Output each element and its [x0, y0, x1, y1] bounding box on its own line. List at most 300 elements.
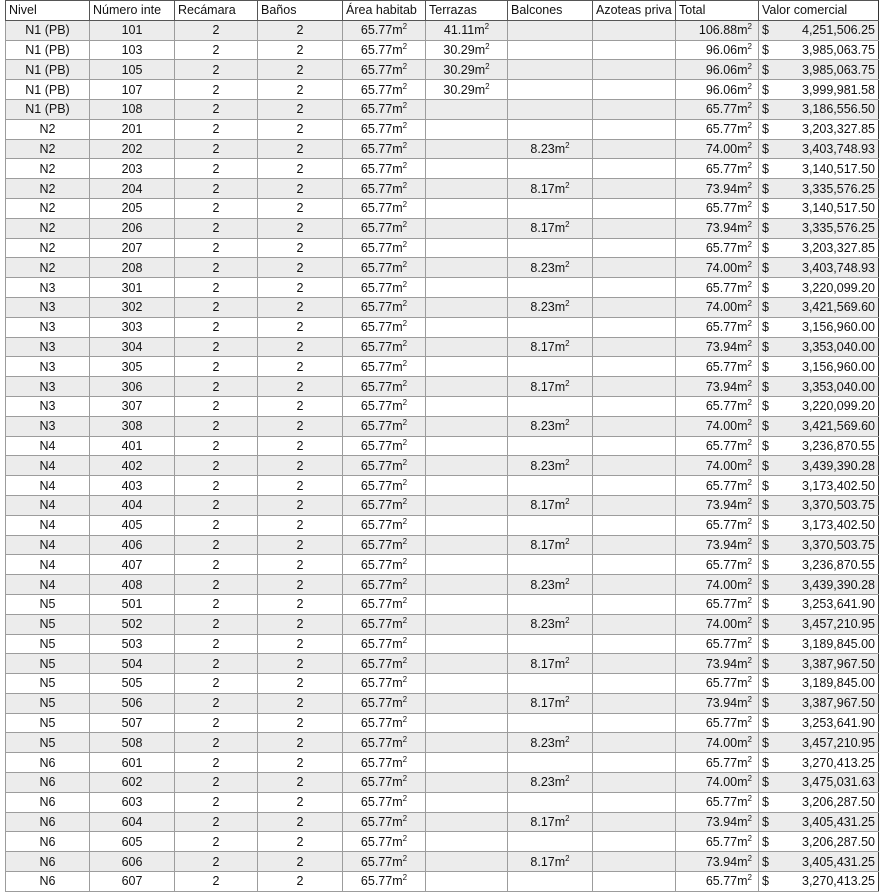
cell-area-habitable[interactable] — [343, 456, 426, 476]
cell-area-habitable[interactable] — [343, 337, 426, 357]
cell-recamara[interactable]: 2 — [175, 594, 258, 614]
cell-terrazas[interactable] — [426, 594, 508, 614]
cell-terrazas[interactable] — [426, 555, 508, 575]
cell-banos[interactable]: 2 — [258, 416, 343, 436]
cell-nivel[interactable]: N4 — [6, 495, 90, 515]
cell-valor-comercial[interactable] — [759, 60, 879, 80]
cell-terrazas[interactable] — [426, 258, 508, 278]
cell-area-habitable[interactable] — [343, 773, 426, 793]
cell-terrazas[interactable] — [426, 20, 508, 40]
cell-azoteas-privadas[interactable] — [593, 733, 676, 753]
cell-balcones[interactable] — [508, 238, 593, 258]
cell-azoteas-privadas[interactable] — [593, 238, 676, 258]
cell-total[interactable] — [676, 396, 759, 416]
cell-terrazas[interactable] — [426, 218, 508, 238]
cell-banos[interactable]: 2 — [258, 515, 343, 535]
cell-recamara[interactable]: 2 — [175, 396, 258, 416]
cell-banos[interactable]: 2 — [258, 614, 343, 634]
cell-balcones[interactable] — [508, 139, 593, 159]
cell-area-habitable[interactable] — [343, 476, 426, 496]
cell-area-habitable[interactable] — [343, 555, 426, 575]
cell-area-habitable[interactable] — [343, 40, 426, 60]
cell-area-habitable[interactable] — [343, 99, 426, 119]
cell-azoteas-privadas[interactable] — [593, 634, 676, 654]
cell-numero-interior[interactable]: 503 — [90, 634, 175, 654]
cell-banos[interactable]: 2 — [258, 634, 343, 654]
cell-terrazas[interactable] — [426, 99, 508, 119]
cell-area-habitable[interactable] — [343, 198, 426, 218]
cell-numero-interior[interactable]: 602 — [90, 773, 175, 793]
cell-valor-comercial[interactable] — [759, 515, 879, 535]
cell-numero-interior[interactable]: 507 — [90, 713, 175, 733]
cell-valor-comercial[interactable] — [759, 198, 879, 218]
cell-balcones[interactable] — [508, 99, 593, 119]
cell-banos[interactable]: 2 — [258, 139, 343, 159]
cell-numero-interior[interactable]: 306 — [90, 377, 175, 397]
cell-balcones[interactable] — [508, 119, 593, 139]
cell-valor-comercial[interactable] — [759, 792, 879, 812]
cell-terrazas[interactable] — [426, 119, 508, 139]
cell-nivel[interactable]: N5 — [6, 654, 90, 674]
cell-terrazas[interactable] — [426, 396, 508, 416]
cell-area-habitable[interactable] — [343, 832, 426, 852]
cell-balcones[interactable] — [508, 476, 593, 496]
cell-valor-comercial[interactable] — [759, 396, 879, 416]
cell-nivel[interactable]: N5 — [6, 614, 90, 634]
cell-balcones[interactable] — [508, 436, 593, 456]
cell-azoteas-privadas[interactable] — [593, 555, 676, 575]
cell-area-habitable[interactable] — [343, 535, 426, 555]
cell-recamara[interactable]: 2 — [175, 377, 258, 397]
cell-banos[interactable]: 2 — [258, 792, 343, 812]
cell-valor-comercial[interactable] — [759, 278, 879, 298]
header-total[interactable]: Total — [676, 1, 759, 21]
cell-recamara[interactable]: 2 — [175, 495, 258, 515]
cell-area-habitable[interactable] — [343, 159, 426, 179]
cell-total[interactable] — [676, 337, 759, 357]
cell-terrazas[interactable] — [426, 674, 508, 694]
cell-banos[interactable]: 2 — [258, 198, 343, 218]
cell-terrazas[interactable] — [426, 357, 508, 377]
cell-recamara[interactable]: 2 — [175, 674, 258, 694]
cell-area-habitable[interactable] — [343, 377, 426, 397]
cell-total[interactable] — [676, 515, 759, 535]
cell-banos[interactable]: 2 — [258, 852, 343, 872]
cell-terrazas[interactable] — [426, 159, 508, 179]
cell-total[interactable] — [676, 20, 759, 40]
cell-total[interactable] — [676, 99, 759, 119]
cell-terrazas[interactable] — [426, 40, 508, 60]
cell-total[interactable] — [676, 119, 759, 139]
cell-azoteas-privadas[interactable] — [593, 476, 676, 496]
cell-azoteas-privadas[interactable] — [593, 456, 676, 476]
cell-banos[interactable]: 2 — [258, 535, 343, 555]
cell-numero-interior[interactable]: 402 — [90, 456, 175, 476]
cell-balcones[interactable] — [508, 654, 593, 674]
cell-balcones[interactable] — [508, 416, 593, 436]
cell-balcones[interactable] — [508, 753, 593, 773]
cell-valor-comercial[interactable] — [759, 812, 879, 832]
cell-valor-comercial[interactable] — [759, 179, 879, 199]
cell-banos[interactable]: 2 — [258, 258, 343, 278]
cell-total[interactable] — [676, 258, 759, 278]
cell-terrazas[interactable] — [426, 337, 508, 357]
cell-balcones[interactable] — [508, 792, 593, 812]
cell-valor-comercial[interactable] — [759, 416, 879, 436]
cell-azoteas-privadas[interactable] — [593, 693, 676, 713]
cell-balcones[interactable] — [508, 20, 593, 40]
cell-recamara[interactable]: 2 — [175, 713, 258, 733]
cell-area-habitable[interactable] — [343, 436, 426, 456]
cell-total[interactable] — [676, 159, 759, 179]
cell-terrazas[interactable] — [426, 515, 508, 535]
cell-nivel[interactable]: N5 — [6, 634, 90, 654]
cell-numero-interior[interactable]: 304 — [90, 337, 175, 357]
cell-recamara[interactable]: 2 — [175, 535, 258, 555]
cell-recamara[interactable]: 2 — [175, 297, 258, 317]
cell-azoteas-privadas[interactable] — [593, 60, 676, 80]
cell-valor-comercial[interactable] — [759, 297, 879, 317]
cell-valor-comercial[interactable] — [759, 337, 879, 357]
cell-nivel[interactable]: N6 — [6, 832, 90, 852]
cell-area-habitable[interactable] — [343, 396, 426, 416]
cell-azoteas-privadas[interactable] — [593, 812, 676, 832]
header-azoteas-privadas[interactable]: Azoteas priva — [593, 1, 676, 21]
cell-balcones[interactable] — [508, 80, 593, 100]
cell-terrazas[interactable] — [426, 773, 508, 793]
cell-recamara[interactable]: 2 — [175, 238, 258, 258]
cell-terrazas[interactable] — [426, 495, 508, 515]
cell-banos[interactable]: 2 — [258, 297, 343, 317]
cell-recamara[interactable]: 2 — [175, 119, 258, 139]
cell-balcones[interactable] — [508, 535, 593, 555]
cell-numero-interior[interactable]: 202 — [90, 139, 175, 159]
cell-valor-comercial[interactable] — [759, 654, 879, 674]
cell-valor-comercial[interactable] — [759, 119, 879, 139]
cell-balcones[interactable] — [508, 515, 593, 535]
cell-terrazas[interactable] — [426, 377, 508, 397]
cell-area-habitable[interactable] — [343, 852, 426, 872]
cell-numero-interior[interactable]: 601 — [90, 753, 175, 773]
cell-nivel[interactable]: N4 — [6, 535, 90, 555]
cell-numero-interior[interactable]: 108 — [90, 99, 175, 119]
cell-balcones[interactable] — [508, 614, 593, 634]
cell-total[interactable] — [676, 693, 759, 713]
cell-total[interactable] — [676, 634, 759, 654]
cell-nivel[interactable]: N5 — [6, 693, 90, 713]
cell-banos[interactable]: 2 — [258, 317, 343, 337]
cell-valor-comercial[interactable] — [759, 357, 879, 377]
cell-total[interactable] — [676, 278, 759, 298]
cell-azoteas-privadas[interactable] — [593, 515, 676, 535]
cell-azoteas-privadas[interactable] — [593, 159, 676, 179]
cell-azoteas-privadas[interactable] — [593, 179, 676, 199]
cell-valor-comercial[interactable] — [759, 456, 879, 476]
cell-banos[interactable]: 2 — [258, 40, 343, 60]
cell-terrazas[interactable] — [426, 416, 508, 436]
cell-azoteas-privadas[interactable] — [593, 654, 676, 674]
header-numero-interior[interactable]: Número inte — [90, 1, 175, 21]
cell-total[interactable] — [676, 733, 759, 753]
cell-nivel[interactable]: N5 — [6, 594, 90, 614]
cell-nivel[interactable]: N2 — [6, 198, 90, 218]
cell-total[interactable] — [676, 238, 759, 258]
cell-balcones[interactable] — [508, 377, 593, 397]
cell-nivel[interactable]: N3 — [6, 377, 90, 397]
cell-recamara[interactable]: 2 — [175, 278, 258, 298]
cell-banos[interactable]: 2 — [258, 456, 343, 476]
cell-total[interactable] — [676, 773, 759, 793]
cell-balcones[interactable] — [508, 357, 593, 377]
cell-area-habitable[interactable] — [343, 357, 426, 377]
cell-valor-comercial[interactable] — [759, 495, 879, 515]
cell-valor-comercial[interactable] — [759, 594, 879, 614]
cell-total[interactable] — [676, 198, 759, 218]
cell-nivel[interactable]: N2 — [6, 139, 90, 159]
cell-banos[interactable]: 2 — [258, 476, 343, 496]
cell-recamara[interactable]: 2 — [175, 416, 258, 436]
cell-total[interactable] — [676, 614, 759, 634]
cell-total[interactable] — [676, 218, 759, 238]
cell-terrazas[interactable] — [426, 614, 508, 634]
cell-terrazas[interactable] — [426, 832, 508, 852]
cell-numero-interior[interactable]: 308 — [90, 416, 175, 436]
cell-nivel[interactable]: N3 — [6, 278, 90, 298]
cell-area-habitable[interactable] — [343, 634, 426, 654]
cell-numero-interior[interactable]: 407 — [90, 555, 175, 575]
cell-numero-interior[interactable]: 401 — [90, 436, 175, 456]
cell-banos[interactable]: 2 — [258, 812, 343, 832]
cell-total[interactable] — [676, 297, 759, 317]
cell-valor-comercial[interactable] — [759, 139, 879, 159]
cell-azoteas-privadas[interactable] — [593, 832, 676, 852]
cell-azoteas-privadas[interactable] — [593, 535, 676, 555]
cell-balcones[interactable] — [508, 832, 593, 852]
cell-terrazas[interactable] — [426, 654, 508, 674]
cell-balcones[interactable] — [508, 555, 593, 575]
cell-banos[interactable]: 2 — [258, 357, 343, 377]
cell-area-habitable[interactable] — [343, 20, 426, 40]
cell-numero-interior[interactable]: 605 — [90, 832, 175, 852]
cell-azoteas-privadas[interactable] — [593, 80, 676, 100]
cell-total[interactable] — [676, 80, 759, 100]
cell-valor-comercial[interactable] — [759, 476, 879, 496]
cell-banos[interactable]: 2 — [258, 674, 343, 694]
cell-nivel[interactable]: N5 — [6, 713, 90, 733]
cell-recamara[interactable]: 2 — [175, 693, 258, 713]
cell-banos[interactable]: 2 — [258, 80, 343, 100]
cell-nivel[interactable]: N1 (PB) — [6, 60, 90, 80]
cell-banos[interactable]: 2 — [258, 119, 343, 139]
cell-total[interactable] — [676, 535, 759, 555]
cell-area-habitable[interactable] — [343, 792, 426, 812]
cell-area-habitable[interactable] — [343, 614, 426, 634]
cell-terrazas[interactable] — [426, 575, 508, 595]
cell-area-habitable[interactable] — [343, 594, 426, 614]
cell-numero-interior[interactable]: 607 — [90, 872, 175, 892]
cell-numero-interior[interactable]: 603 — [90, 792, 175, 812]
cell-nivel[interactable]: N6 — [6, 792, 90, 812]
cell-valor-comercial[interactable] — [759, 733, 879, 753]
cell-banos[interactable]: 2 — [258, 654, 343, 674]
cell-terrazas[interactable] — [426, 139, 508, 159]
cell-total[interactable] — [676, 476, 759, 496]
cell-valor-comercial[interactable] — [759, 80, 879, 100]
cell-numero-interior[interactable]: 103 — [90, 40, 175, 60]
cell-nivel[interactable]: N1 (PB) — [6, 20, 90, 40]
cell-valor-comercial[interactable] — [759, 40, 879, 60]
cell-azoteas-privadas[interactable] — [593, 40, 676, 60]
cell-balcones[interactable] — [508, 198, 593, 218]
cell-total[interactable] — [676, 179, 759, 199]
cell-recamara[interactable]: 2 — [175, 872, 258, 892]
cell-numero-interior[interactable]: 408 — [90, 575, 175, 595]
cell-area-habitable[interactable] — [343, 733, 426, 753]
cell-numero-interior[interactable]: 405 — [90, 515, 175, 535]
cell-area-habitable[interactable] — [343, 297, 426, 317]
cell-area-habitable[interactable] — [343, 179, 426, 199]
cell-terrazas[interactable] — [426, 456, 508, 476]
cell-valor-comercial[interactable] — [759, 832, 879, 852]
cell-area-habitable[interactable] — [343, 575, 426, 595]
cell-total[interactable] — [676, 139, 759, 159]
cell-azoteas-privadas[interactable] — [593, 278, 676, 298]
cell-recamara[interactable]: 2 — [175, 337, 258, 357]
cell-recamara[interactable]: 2 — [175, 80, 258, 100]
cell-nivel[interactable]: N6 — [6, 773, 90, 793]
cell-total[interactable] — [676, 317, 759, 337]
cell-total[interactable] — [676, 555, 759, 575]
cell-valor-comercial[interactable] — [759, 614, 879, 634]
cell-balcones[interactable] — [508, 812, 593, 832]
cell-azoteas-privadas[interactable] — [593, 872, 676, 892]
cell-nivel[interactable]: N6 — [6, 872, 90, 892]
cell-balcones[interactable] — [508, 218, 593, 238]
cell-numero-interior[interactable]: 303 — [90, 317, 175, 337]
cell-azoteas-privadas[interactable] — [593, 99, 676, 119]
cell-area-habitable[interactable] — [343, 416, 426, 436]
cell-numero-interior[interactable]: 207 — [90, 238, 175, 258]
cell-numero-interior[interactable]: 406 — [90, 535, 175, 555]
cell-area-habitable[interactable] — [343, 654, 426, 674]
cell-balcones[interactable] — [508, 396, 593, 416]
cell-numero-interior[interactable]: 107 — [90, 80, 175, 100]
cell-valor-comercial[interactable] — [759, 555, 879, 575]
cell-banos[interactable]: 2 — [258, 773, 343, 793]
cell-area-habitable[interactable] — [343, 674, 426, 694]
cell-total[interactable] — [676, 852, 759, 872]
cell-nivel[interactable]: N4 — [6, 575, 90, 595]
cell-numero-interior[interactable]: 501 — [90, 594, 175, 614]
cell-total[interactable] — [676, 575, 759, 595]
cell-banos[interactable]: 2 — [258, 733, 343, 753]
cell-numero-interior[interactable]: 403 — [90, 476, 175, 496]
cell-nivel[interactable]: N6 — [6, 753, 90, 773]
cell-azoteas-privadas[interactable] — [593, 852, 676, 872]
cell-recamara[interactable]: 2 — [175, 159, 258, 179]
cell-azoteas-privadas[interactable] — [593, 357, 676, 377]
cell-nivel[interactable]: N3 — [6, 416, 90, 436]
cell-numero-interior[interactable]: 504 — [90, 654, 175, 674]
cell-azoteas-privadas[interactable] — [593, 594, 676, 614]
cell-area-habitable[interactable] — [343, 218, 426, 238]
cell-azoteas-privadas[interactable] — [593, 218, 676, 238]
cell-total[interactable] — [676, 416, 759, 436]
cell-area-habitable[interactable] — [343, 317, 426, 337]
cell-terrazas[interactable] — [426, 535, 508, 555]
cell-terrazas[interactable] — [426, 634, 508, 654]
cell-azoteas-privadas[interactable] — [593, 773, 676, 793]
cell-azoteas-privadas[interactable] — [593, 337, 676, 357]
cell-recamara[interactable]: 2 — [175, 634, 258, 654]
cell-banos[interactable]: 2 — [258, 555, 343, 575]
cell-valor-comercial[interactable] — [759, 159, 879, 179]
cell-recamara[interactable]: 2 — [175, 792, 258, 812]
cell-recamara[interactable]: 2 — [175, 575, 258, 595]
cell-nivel[interactable]: N3 — [6, 337, 90, 357]
cell-terrazas[interactable] — [426, 60, 508, 80]
cell-nivel[interactable]: N1 (PB) — [6, 40, 90, 60]
cell-valor-comercial[interactable] — [759, 753, 879, 773]
cell-azoteas-privadas[interactable] — [593, 713, 676, 733]
cell-balcones[interactable] — [508, 297, 593, 317]
cell-total[interactable] — [676, 753, 759, 773]
cell-area-habitable[interactable] — [343, 139, 426, 159]
cell-recamara[interactable]: 2 — [175, 357, 258, 377]
cell-recamara[interactable]: 2 — [175, 753, 258, 773]
cell-nivel[interactable]: N3 — [6, 357, 90, 377]
cell-banos[interactable]: 2 — [258, 218, 343, 238]
cell-balcones[interactable] — [508, 278, 593, 298]
cell-area-habitable[interactable] — [343, 872, 426, 892]
cell-nivel[interactable]: N3 — [6, 396, 90, 416]
cell-balcones[interactable] — [508, 317, 593, 337]
cell-valor-comercial[interactable] — [759, 535, 879, 555]
cell-terrazas[interactable] — [426, 733, 508, 753]
cell-valor-comercial[interactable] — [759, 238, 879, 258]
cell-recamara[interactable]: 2 — [175, 733, 258, 753]
cell-nivel[interactable]: N4 — [6, 515, 90, 535]
cell-valor-comercial[interactable] — [759, 20, 879, 40]
cell-valor-comercial[interactable] — [759, 693, 879, 713]
header-recamara[interactable]: Recámara — [175, 1, 258, 21]
cell-balcones[interactable] — [508, 674, 593, 694]
cell-area-habitable[interactable] — [343, 495, 426, 515]
cell-valor-comercial[interactable] — [759, 575, 879, 595]
cell-balcones[interactable] — [508, 693, 593, 713]
cell-valor-comercial[interactable] — [759, 852, 879, 872]
cell-area-habitable[interactable] — [343, 258, 426, 278]
cell-area-habitable[interactable] — [343, 693, 426, 713]
cell-nivel[interactable]: N4 — [6, 476, 90, 496]
cell-area-habitable[interactable] — [343, 812, 426, 832]
cell-area-habitable[interactable] — [343, 60, 426, 80]
cell-banos[interactable]: 2 — [258, 396, 343, 416]
cell-nivel[interactable]: N1 (PB) — [6, 99, 90, 119]
cell-total[interactable] — [676, 872, 759, 892]
cell-banos[interactable]: 2 — [258, 753, 343, 773]
cell-nivel[interactable]: N3 — [6, 297, 90, 317]
cell-recamara[interactable]: 2 — [175, 258, 258, 278]
cell-nivel[interactable]: N2 — [6, 119, 90, 139]
cell-balcones[interactable] — [508, 634, 593, 654]
cell-valor-comercial[interactable] — [759, 674, 879, 694]
cell-terrazas[interactable] — [426, 436, 508, 456]
cell-banos[interactable]: 2 — [258, 575, 343, 595]
cell-numero-interior[interactable]: 606 — [90, 852, 175, 872]
cell-recamara[interactable]: 2 — [175, 852, 258, 872]
cell-recamara[interactable]: 2 — [175, 317, 258, 337]
